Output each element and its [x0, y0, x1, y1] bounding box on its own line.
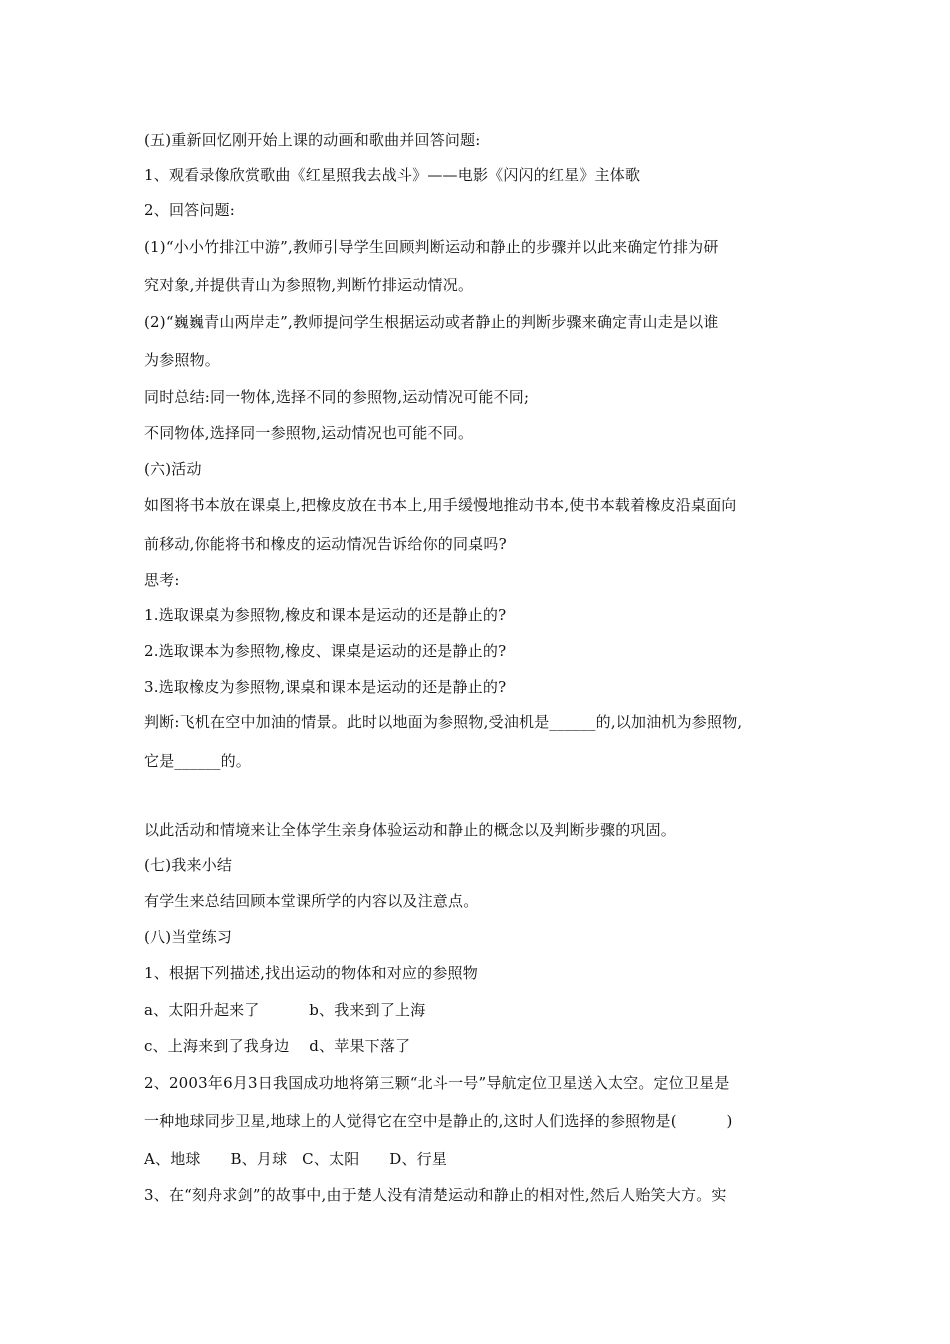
exercise-line: 一种地球同步卫星,地球上的人觉得它在空中是静止的,这时人们选择的参照物是( ): [144, 1112, 733, 1130]
exercise-line: 1、根据下列描述,找出运动的物体和对应的参照物: [144, 964, 478, 982]
section-8-heading: (八)当堂练习: [144, 928, 233, 946]
text-line: 究对象,并提供青山为参照物,判断竹排运动情况。: [144, 276, 474, 294]
text-line: 思考:: [144, 571, 180, 589]
text-line: 如图将书本放在课桌上,把橡皮放在书本上,用手缓慢地推动书本,使书本载着橡皮沿桌面向: [144, 496, 737, 514]
section-7-heading: (七)我来小结: [144, 856, 233, 874]
exercise-line: a、太阳升起来了 b、我来到了上海: [144, 1001, 426, 1019]
section-6-heading: (六)活动: [144, 460, 202, 478]
exercise-line: 3、在“刻舟求剑”的故事中,由于楚人没有清楚运动和静止的相对性,然后人贻笑大方。实: [144, 1186, 727, 1204]
question-line: 1.选取课桌为参照物,橡皮和课本是运动的还是静止的?: [144, 606, 507, 624]
text-line: 为参照物。: [144, 351, 221, 369]
text-line: 前移动,你能将书和橡皮的运动情况告诉给你的同桌吗?: [144, 535, 507, 553]
text-line: (2)“巍巍青山两岸走”,教师提问学生根据运动或者静止的判断步骤来确定青山走是以谁: [144, 313, 719, 331]
exercise-line: c、上海来到了我身边 d、苹果下落了: [144, 1037, 411, 1055]
text-line: 2、回答问题:: [144, 201, 235, 219]
text-line: 以此活动和情境来让全体学生亲身体验运动和静止的概念以及判断步骤的巩固。: [144, 821, 677, 839]
judgement-line: 判断:飞机在空中加油的情景。此时以地面为参照物,受油机是______的,以加油机为参照物,: [144, 713, 743, 731]
text-line: 同时总结:同一物体,选择不同的参照物,运动情况可能不同;: [144, 388, 530, 406]
judgement-line: 它是______的。: [144, 752, 252, 770]
exercise-line: 2、2003年6月3日我国成功地将第三颗“北斗一号”导航定位卫星送入太空。定位卫星是: [144, 1074, 730, 1092]
text-line: 有学生来总结回顾本堂课所学的内容以及注意点。: [144, 892, 479, 910]
section-5-heading: (五)重新回忆刚开始上课的动画和歌曲并回答问题:: [144, 131, 481, 149]
text-line: 1、观看录像欣赏歌曲《红星照我去战斗》——电影《闪闪的红星》主体歌: [144, 166, 641, 184]
question-line: 3.选取橡皮为参照物,课桌和课本是运动的还是静止的?: [144, 678, 507, 696]
question-line: 2.选取课本为参照物,橡皮、课桌是运动的还是静止的?: [144, 642, 507, 660]
text-line: (1)“小小竹排江中游”,教师引导学生回顾判断运动和静止的步骤并以此来确定竹排为研: [144, 238, 719, 256]
text-line: 不同物体,选择同一参照物,运动情况也可能不同。: [144, 424, 474, 442]
exercise-options: A、地球 B、月球 C、太阳 D、行星: [144, 1150, 448, 1168]
